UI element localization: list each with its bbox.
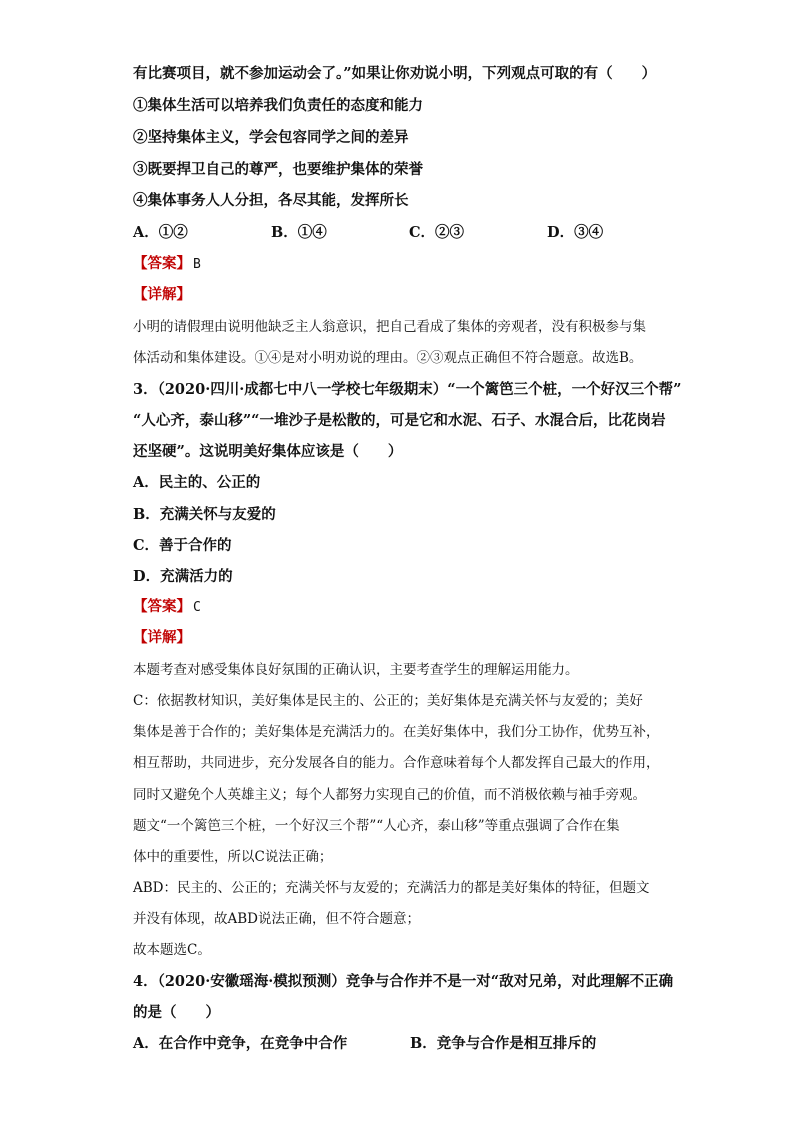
q3-detail-heading	[133, 628, 191, 648]
q2-detail-line: 体活动和集体建设。①④是对小明劝说的理由。②③观点正确但不符合题意。故选B。	[133, 350, 643, 366]
question-3-stem: 还坚硬”。这说明美好集体应该是（ ）	[133, 443, 403, 460]
q3-detail-line: C：依据教材知识，美好集体是民主的、公正的；美好集体是充满关怀与友爱的；美好	[133, 693, 643, 709]
q2-item-2: ②坚持集体主义，学会包容同学之间的差异	[133, 129, 409, 146]
q3-detail-line: 体中的重要性，所以C说法正确；	[133, 849, 333, 865]
q2-options	[133, 223, 653, 243]
question-4-stem: 的是（ ）	[133, 1004, 220, 1021]
q2-option-c: C．②③	[409, 224, 465, 241]
question-3-stem: “人心齐，泰山移”“一堆沙子是松散的，可是它和水泥、石子、水混合后，比花岗岩	[133, 412, 666, 429]
q2-detail-line: 小明的请假理由说明他缺乏主人翁意识，把自己看成了集体的旁观者，没有积极参与集	[133, 319, 646, 335]
q3-option-a: A．民主的、公正的	[133, 474, 261, 491]
q3-answer	[133, 597, 201, 618]
q3-detail-line: 同时又避免个人英雄主义；每个人都努力实现自己的价值，而不消极依赖与袖手旁观。	[133, 787, 646, 803]
answer-value: C	[193, 600, 201, 615]
detail-label: 【详解】	[133, 286, 191, 303]
q2-item-3: ③既要捍卫自己的尊严，也要维护集体的荣誉	[133, 161, 423, 178]
q2-item-4: ④集体事务人人分担，各尽其能，发挥所长	[133, 192, 409, 209]
q3-detail-line: 题文“一个篱笆三个桩，一个好汉三个帮”“人心齐，泰山移”等重点强调了合作在集	[133, 818, 620, 834]
q3-option-c: C．善于合作的	[133, 537, 232, 554]
q2-answer	[133, 254, 201, 275]
answer-label: 【答案】	[133, 598, 191, 615]
q4-option-b: B．竞争与合作是相互排斥的	[410, 1035, 597, 1052]
q3-detail-line: 相互帮助，共同进步，充分发展各自的能力。合作意味着每个人都发挥自己最大的作用，	[133, 755, 660, 771]
q3-detail-line: 并没有体现，故ABD说法正确，但不符合题意；	[133, 911, 420, 927]
q2-item-1: ①集体生活可以培养我们负责任的态度和能力	[133, 97, 423, 114]
q3-detail-line: 本题考查对感受集体良好氛围的正确认识，主要考查学生的理解运用能力。	[133, 662, 579, 678]
detail-label: 【详解】	[133, 629, 191, 646]
q2-option-a: A．①②	[133, 224, 188, 241]
question-2-stem: 有比赛项目，就不参加运动会了。”如果让你劝说小明，下列观点可取的有（ ）	[133, 65, 657, 82]
q2-option-b: B．①④	[271, 224, 327, 241]
q2-detail-heading	[133, 285, 191, 305]
q4-option-a: A．在合作中竞争，在竞争中合作	[133, 1035, 348, 1052]
q2-option-d: D．③④	[547, 224, 604, 241]
q3-detail-line: 故本题选C。	[133, 942, 211, 958]
q3-detail-line: 集体是善于合作的；美好集体是充满活力的。在美好集体中，我们分工协作，优势互补，	[133, 724, 660, 740]
q3-option-d: D．充满活力的	[133, 568, 233, 585]
q3-option-b: B．充满关怀与友爱的	[133, 506, 276, 523]
answer-value: B	[193, 257, 201, 272]
answer-label: 【答案】	[133, 255, 191, 272]
question-3-stem: 3．（2020·四川·成都七中八一学校七年级期末）“一个篱笆三个桩，一个好汉三个帮”	[133, 381, 682, 398]
question-4-stem: 4．（2020·安徽瑶海·模拟预测）竞争与合作并不是一对“敌对兄弟，对此理解不正确	[133, 973, 674, 990]
q4-options	[133, 1034, 653, 1054]
q3-detail-line: ABD：民主的、公正的；充满关怀与友爱的；充满活力的都是美好集体的特征，但题文	[133, 880, 650, 896]
